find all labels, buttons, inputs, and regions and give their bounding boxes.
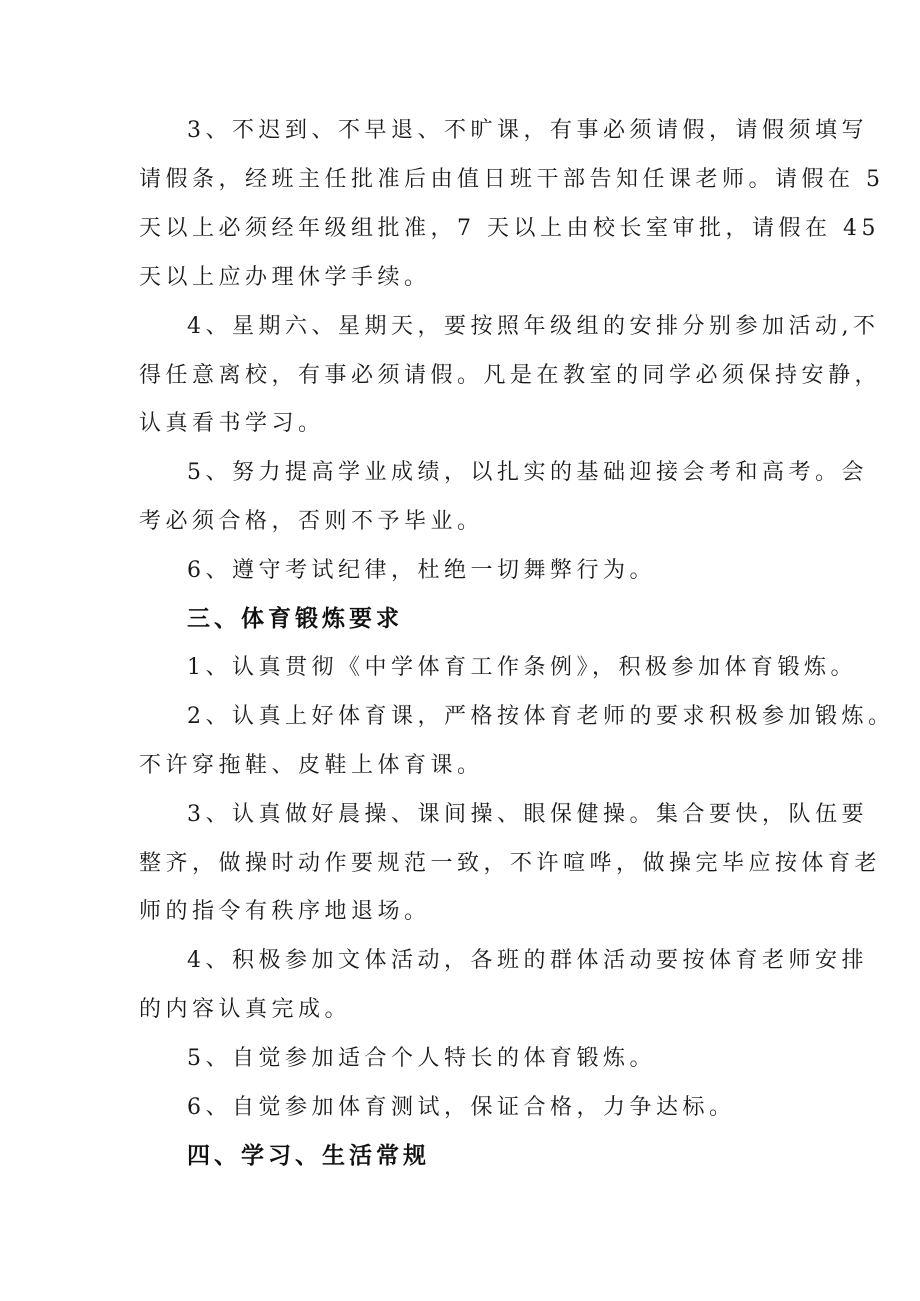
sports-rule-4-line-1: 4、积极参加文体活动，各班的群体活动要按体育老师安排 <box>187 948 868 973</box>
sports-rule-3-line-1: 3、认真做好晨操、课间操、眼保健操。集合要快，队伍要 <box>187 802 868 827</box>
rule-3-line-2: 请假条，经班主任批准后由值日班干部告知任课老师。请假在 5 <box>139 167 885 192</box>
rule-4-line-1: 4、星期六、星期天，要按照年级组的安排分别参加活动,不 <box>187 314 880 339</box>
sports-rule-5-line-1: 5、自觉参加适合个人特长的体育锻炼。 <box>187 1046 656 1071</box>
sports-rule-2-line-2: 不许穿拖鞋、皮鞋上体育课。 <box>139 753 484 778</box>
sports-rule-1-line-1: 1、认真贯彻《中学体育工作条例》，积极参加体育锻炼。 <box>187 655 857 680</box>
sports-rule-3-line-2: 整齐，做操时动作要规范一致，不许喧哗，做操完毕应按体育老 <box>139 851 882 876</box>
rule-6-line-1: 6、遵守考试纪律，杜绝一切舞弊行为。 <box>187 558 656 583</box>
section-heading-sports: 三、体育锻炼要求 <box>187 606 403 632</box>
sports-rule-6-line-1: 6、自觉参加体育测试，保证合格，力争达标。 <box>187 1095 736 1120</box>
rule-4-line-2: 得任意离校，有事必须请假。凡是在教室的同学必须保持安静， <box>139 363 882 388</box>
rule-5-line-2: 考必须合格，否则不予毕业。 <box>139 509 484 534</box>
sports-rule-2-line-1: 2、认真上好体育课，严格按体育老师的要求积极参加锻炼。 <box>187 704 895 729</box>
rule-3-line-1: 3、不迟到、不早退、不旷课，有事必须请假，请假须填写 <box>187 118 868 143</box>
rule-5-line-1: 5、努力提高学业成绩，以扎实的基础迎接会考和高考。会 <box>187 460 868 485</box>
rule-3-line-3: 天以上必须经年级组批准，7 天以上由校长室审批，请假在 45 <box>139 216 880 241</box>
sports-rule-3-line-3: 师的指令有秩序地退场。 <box>139 899 431 924</box>
sports-rule-4-line-2: 的内容认真完成。 <box>139 997 352 1022</box>
rule-3-line-4: 天以上应办理休学手续。 <box>139 265 431 290</box>
rule-4-line-3: 认真看书学习。 <box>139 411 325 436</box>
section-heading-study-life: 四、学习、生活常规 <box>187 1143 430 1169</box>
